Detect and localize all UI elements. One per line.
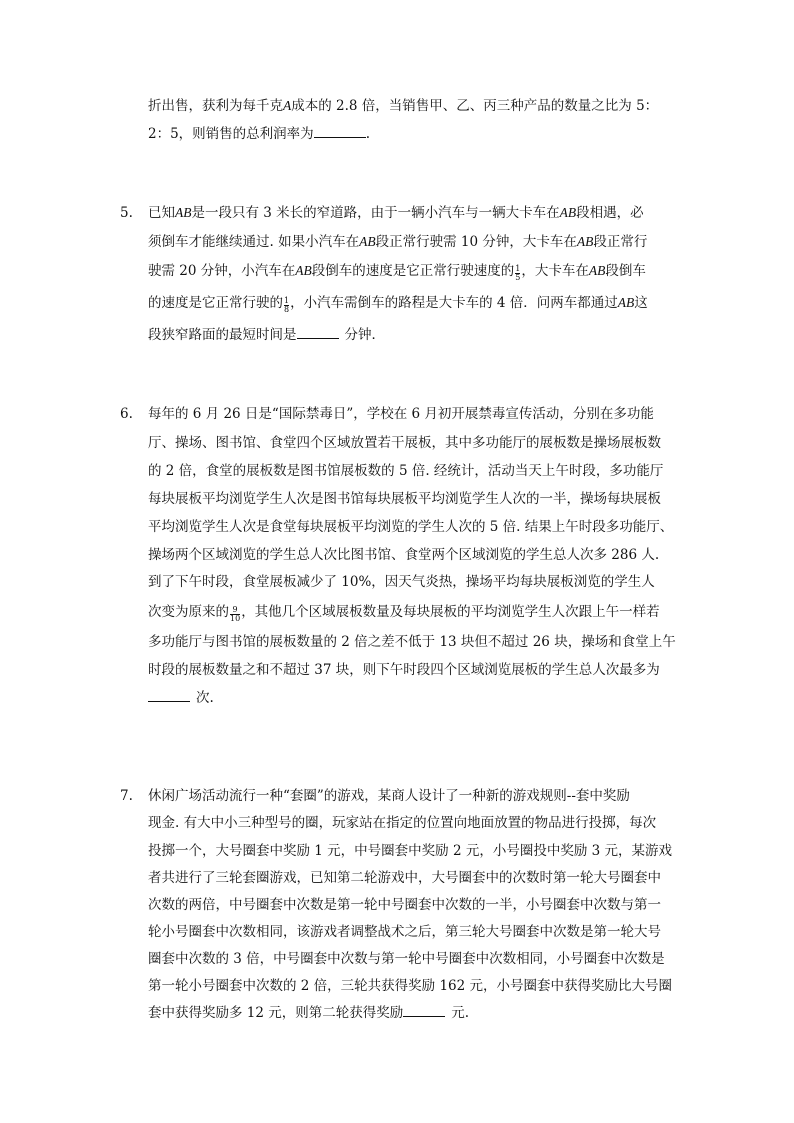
answer-blank[interactable] (403, 1004, 445, 1017)
fraction-numerator: 9 (232, 605, 238, 614)
text: 段相遇，必 (576, 205, 644, 221)
q5-line-2 (148, 232, 647, 252)
answer-blank[interactable] (297, 326, 339, 339)
q5-line-5 (148, 325, 385, 345)
text: 元. (451, 1005, 470, 1021)
q6-line-10: 时段的展板数量之和不超过 37 块，则下午时段四个区域浏览展板的学生总人次最多为 (148, 662, 660, 678)
q5-line-4 (148, 293, 648, 314)
text: 折出售，获利为每千克 (148, 98, 283, 114)
q7-line-3: 投掷一个，大号圈套中奖励 1 元，中号圈套中奖励 2 元，小号圈投中奖励 3 元，某游戏 (148, 843, 673, 859)
q6-line-5: 平均浏览学生人次是食堂每块展板平均浏览的学生人次的 5 倍. 结果上午时段多功能厅、 (148, 519, 674, 535)
fraction-numerator: 1 (515, 264, 521, 273)
fraction (515, 265, 520, 282)
q6-line-1: 每年的 6 月 26 日是“国际禁毒日”，学校在 6 月初开展禁毒宣传活动，分别在多功能 (148, 406, 654, 422)
text: 驶需 20 分钟，小汽车在 (148, 263, 296, 279)
text: 套中获得奖励多 12 元，则第二轮获得奖励 (148, 1005, 404, 1021)
segment-ab: AB (559, 205, 577, 220)
q6-line-3: 的 2 倍，食堂的展板数是图书馆展板数的 5 倍. 经统计，活动当天上午时段，多功能厅 (148, 463, 664, 479)
segment-ab: AB (617, 295, 635, 310)
segment-ab: AB (576, 234, 594, 249)
text: 的速度是它正常行驶的 (148, 295, 283, 311)
variable-a: A (283, 98, 292, 113)
text: 段狭窄路面的最短时间是 (148, 327, 297, 343)
text: 已知 (148, 205, 175, 221)
text: 段倒车的速度是它正常行驶速度的 (311, 263, 515, 279)
q4-continuation-line-2 (148, 124, 370, 144)
text: ，大卡车在 (521, 263, 589, 279)
q7-line-4: 者共进行了三轮套圈游戏，已知第二轮游戏中，大号圈套中的次数时第一轮大号圈套中 (148, 870, 661, 886)
text: 成本的 2.8 倍，当销售甲、乙、丙三种产品的数量之比为 5： (291, 98, 659, 114)
q7-line-7: 圈套中次数的 3 倍，中号圈套中次数与第一轮中号圈套中次数相同，小号圈套中次数是 (148, 951, 665, 967)
segment-ab: AB (295, 263, 312, 278)
q6-line-11 (148, 688, 214, 708)
q5-line-1 (148, 203, 644, 223)
segment-ab: AB (359, 234, 376, 249)
text: 次变为原来的 (148, 604, 229, 620)
q5-line-3 (148, 261, 646, 282)
text: 2：5，则销售的总利润率为 (148, 126, 314, 142)
text: 段正常行驶需 10 分钟，大卡车在 (375, 234, 577, 250)
q7-line-1: 休闲广场活动流行一种“套圈”的游戏，某商人设计了一种新的游戏规则--套中奖励 (148, 788, 630, 804)
text: 段倒车 (605, 263, 646, 279)
text: 段正常行 (593, 234, 648, 250)
text: 须倒车才能继续通过. 如果小汽车在 (148, 234, 360, 250)
question-number-6: 6. (120, 406, 133, 422)
fraction (230, 606, 240, 623)
text: 分钟． (344, 327, 385, 343)
q6-line-4: 每块展板平均浏览学生人次是图书馆每块展板平均浏览学生人次的一半，操场每块展板 (148, 491, 661, 507)
answer-blank[interactable] (314, 125, 366, 138)
q7-line-5: 次数的两倍，中号圈套中次数是第一轮中号圈套中次数的一半，小号圈套中次数与第一 (148, 897, 661, 913)
q6-line-7: 到了下午时段，食堂展板减少了 10%，因天气炎热，操场平均每块展板浏览的学生人 (148, 574, 655, 590)
question-number-5: 5. (120, 205, 133, 221)
segment-ab: AB (175, 205, 192, 220)
fraction-numerator: 1 (284, 296, 290, 305)
text: 是一段只有 3 米长的窄道路，由于一辆小汽车与一辆大卡车在 (191, 205, 560, 221)
q6-line-8 (148, 602, 660, 623)
fraction (284, 297, 289, 314)
segment-ab: AB (588, 263, 606, 278)
q6-line-9: 多功能厅与图书馆的展板数量的 2 倍之差不低于 13 块但不超过 26 块，操场和食堂上午 (148, 634, 676, 650)
q6-line-2: 厅、操场、图书馆、食堂四个区域放置若干展板，其中多功能厅的展板数是操场展板数 (148, 435, 661, 451)
q7-line-2: 现金. 有大中小三种型号的圈，玩家站在指定的位置向地面放置的物品进行投掷，每次 (148, 815, 657, 831)
question-number-7: 7. (120, 788, 133, 804)
text: ，小汽车需倒车的路程是大卡车的 4 倍．问两车都通过 (290, 295, 618, 311)
text: ，其他几个区域展板数量及每块展板的平均浏览学生人次跟上午一样若 (241, 604, 660, 620)
fraction-denominator: 8 (284, 305, 290, 314)
q7-line-8: 第一轮小号圈套中次数的 2 倍，三轮共获得奖励 162 元，小号圈套中获得奖励比大号圈 (148, 978, 673, 994)
fraction-denominator: 5 (515, 273, 521, 282)
text: 这 (634, 295, 648, 311)
fraction-denominator: 10 (230, 614, 241, 623)
text: 次. (196, 690, 214, 706)
q7-line-6: 轮小号圈套中次数相同，该游戏者调整战术之后，第三轮大号圈套中次数是第一轮大号 (148, 924, 661, 940)
text: . (365, 126, 370, 142)
q7-line-9 (148, 1003, 469, 1023)
q4-continuation-line-1 (148, 96, 658, 116)
answer-blank[interactable] (148, 689, 190, 702)
q6-line-6: 操场两个区域浏览的学生总人次比图书馆、食堂两个区域浏览的学生总人次多 286 人. (148, 547, 660, 563)
